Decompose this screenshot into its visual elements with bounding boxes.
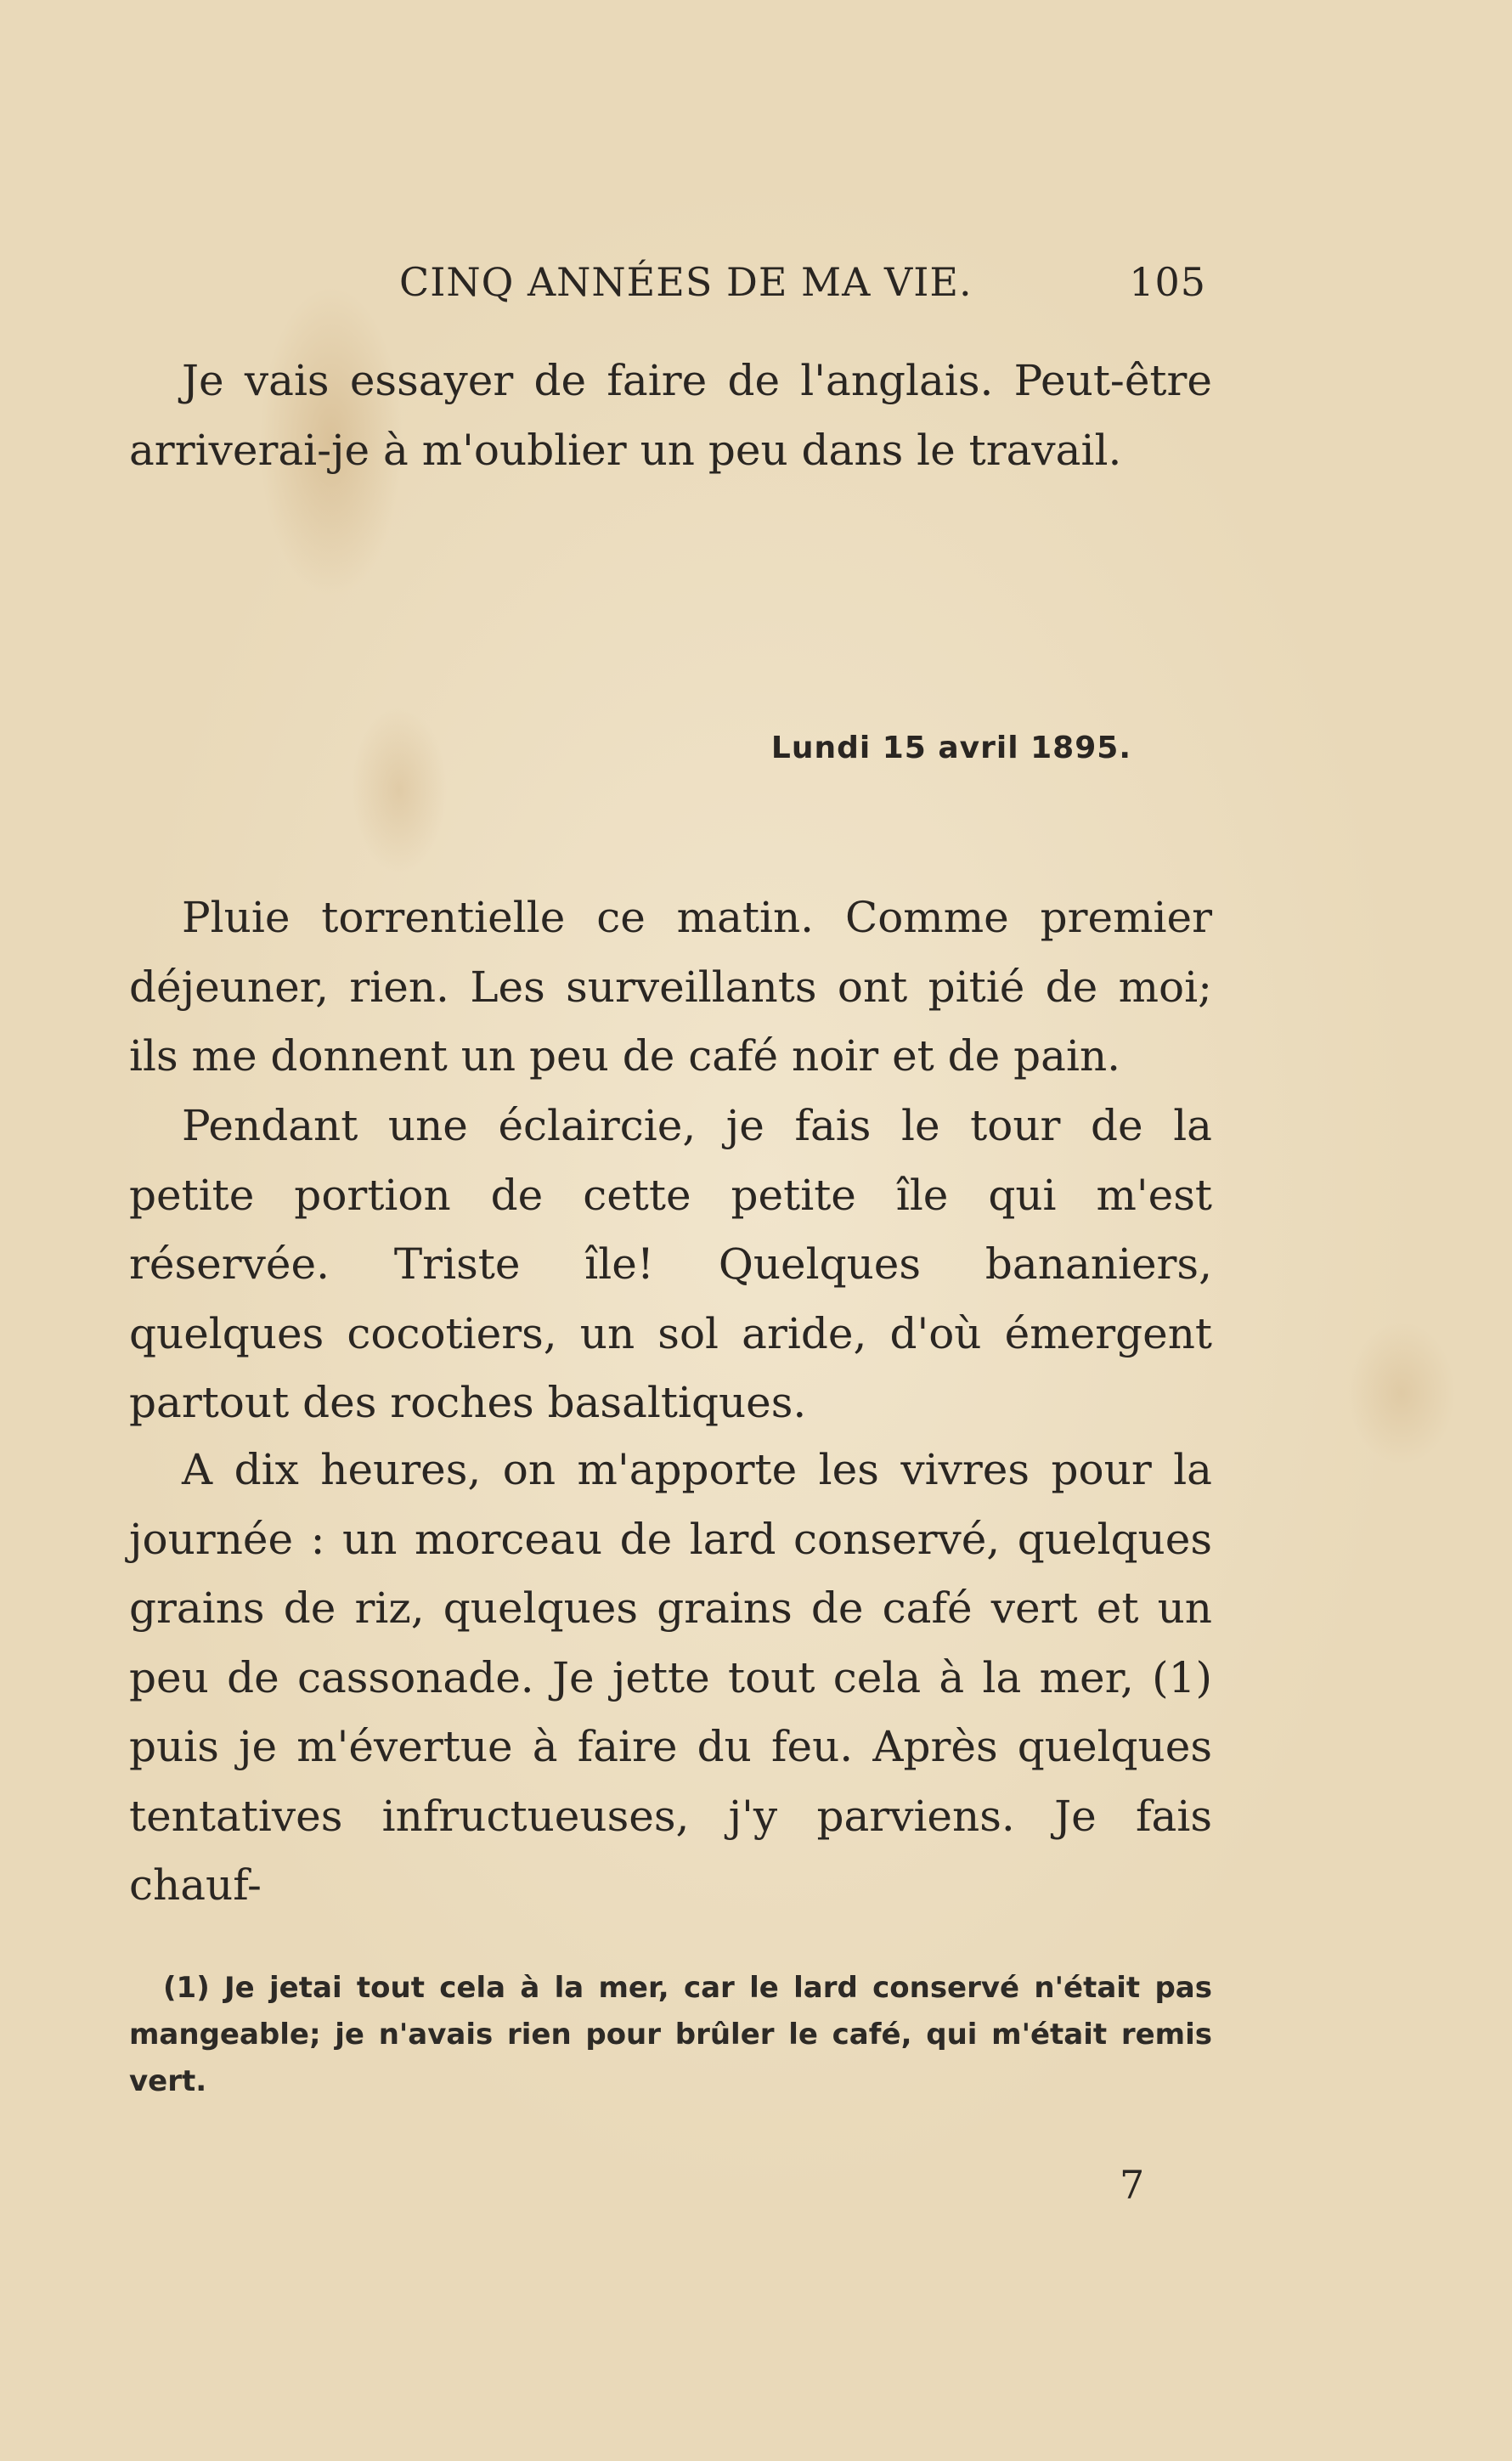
page-number: 105 xyxy=(1129,259,1206,305)
paragraph-island-walk: Pendant une éclaircie, je fais le tour de la petite portion de cette petite île qui m'est réservée. Triste île! Quelques bananiers, quelques cocotiers, un sol aride, d'où émergent partout des roches basaltiques. xyxy=(129,1101,1212,1427)
running-title: CINQ ANNÉES DE MA VIE. xyxy=(399,259,973,305)
paragraph-rations: A dix heures, on m'apporte les vivres pour la journée : un morceau de lard conservé, quelques grains de riz, quelques grains de café vert et un peu de cassonade. Je jette tout cela à la mer, (1) puis je m'évertue à faire du feu. Après quelques tentatives infructueuses, j'y parviens. Je fais chauf- xyxy=(129,1445,1212,1910)
paragraph-morning-rain: Pluie torrentielle ce matin. Comme premier déjeuner, rien. Les surveillants ont pitié de moi; ils me donnent un peu de café noir et de pain. xyxy=(129,893,1212,1081)
diary-date: Lundi 15 avril 1895. xyxy=(770,731,1131,765)
page-header xyxy=(399,259,1206,310)
paragraph-english-study: Je vais essayer de faire de l'anglais. Peut-être arriverai-je à m'oublier un peu dans le travail. xyxy=(129,356,1212,475)
signature-mark: 7 xyxy=(1120,2162,1145,2208)
footnote: (1) Je jetai tout cela à la mer, car le lard conservé n'était pas mangeable; je n'avais rien pour brûler le café, qui m'était remis vert. xyxy=(129,1971,1212,2098)
